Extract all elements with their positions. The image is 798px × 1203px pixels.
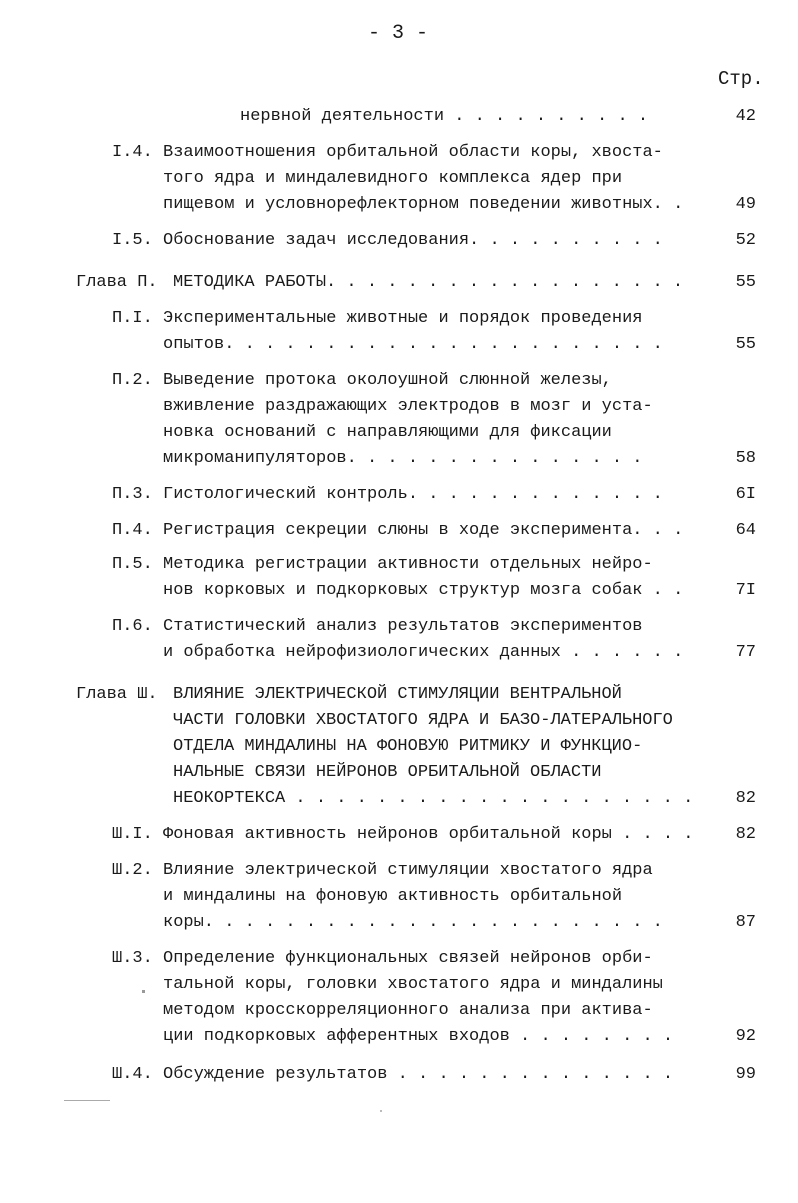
toc-entry-number: П.5. [112, 555, 153, 574]
toc-entry-text: Регистрация секреции слюны в ходе эксперимента. . . [163, 521, 684, 540]
scan-speck [380, 1110, 382, 1112]
toc-entry [0, 306, 798, 332]
toc-entry-text: и миндалины на фоновую активность орбитальной [163, 887, 623, 906]
toc-entry [0, 518, 798, 544]
toc-entry-text: Статистический анализ результатов экспериментов [163, 617, 643, 636]
toc-entry-text: Взаимоотношения орбитальной области коры, хвоста- [163, 143, 663, 162]
toc-entry-text: опытов. . . . . . . . . . . . . . . . . . . . . . [163, 335, 663, 354]
toc-entry [0, 614, 798, 640]
toc-entry-continuation [0, 640, 798, 666]
toc-entry-page: 82 [735, 789, 756, 808]
toc-entry-continuation [0, 1024, 798, 1050]
toc-chapter-continuation [0, 760, 798, 786]
toc-entry-continuation [0, 446, 798, 472]
toc-entry-number: П.6. [112, 617, 153, 636]
toc-entry-text: Гистологический контроль. . . . . . . . . . . . . [163, 485, 663, 504]
toc-entry-text: пищевом и условнорефлекторном поведении животных. . [163, 195, 684, 214]
toc-entry-page: 58 [735, 449, 756, 468]
toc-entry-page: 42 [735, 107, 756, 126]
toc-entry-page: 92 [735, 1027, 756, 1046]
toc-chapter-title: МЕТОДИКА РАБОТЫ. . . . . . . . . . . . . . . . . . [173, 273, 684, 292]
toc-entry-text: вживление раздражающих электродов в мозг и уста- [163, 397, 653, 416]
toc-entry-text: ции подкорковых афферентных входов . . . . . . . . [163, 1027, 674, 1046]
toc-entry-text: новка оснований с направляющими для фиксации [163, 423, 612, 442]
toc-entry-number: Ш.I. [112, 825, 153, 844]
toc-chapter [0, 682, 798, 708]
toc-chapter-number: Глава П. [76, 273, 158, 292]
toc-entry-continuation [0, 972, 798, 998]
toc-entry-page: 64 [735, 521, 756, 540]
toc-entry-number: П.2. [112, 371, 153, 390]
toc-entry-number: I.4. [112, 143, 153, 162]
toc-chapter-number: Глава Ш. [76, 685, 158, 704]
toc-entry-text: Определение функциональных связей нейронов орби- [163, 949, 653, 968]
toc-entry-continuation [0, 192, 798, 218]
toc-entry-number: I.5. [112, 231, 153, 250]
toc-entry [0, 858, 798, 884]
toc-entry-continuation [0, 884, 798, 910]
toc-chapter-title: НАЛЬНЫЕ СВЯЗИ НЕЙРОНОВ ОРБИТАЛЬНОЙ ОБЛАСТИ [173, 763, 602, 782]
toc-entry-continuation [0, 332, 798, 358]
toc-entry-page: 82 [735, 825, 756, 844]
toc-entry-page: 99 [735, 1065, 756, 1084]
toc-entry-text: Выведение протока околоушной слюнной железы, [163, 371, 612, 390]
page-number: - 3 - [368, 22, 429, 45]
toc-entry-number: П.I. [112, 309, 153, 328]
toc-entry-continuation [0, 394, 798, 420]
toc-entry-page: 49 [735, 195, 756, 214]
toc-entry [0, 552, 798, 578]
toc-entry-page: 77 [735, 643, 756, 662]
column-header-page: Стр. [718, 68, 764, 90]
toc-entry-text: Влияние электрической стимуляции хвостатого ядра [163, 861, 653, 880]
toc-entry-text: нервной деятельности . . . . . . . . . . [240, 107, 649, 126]
toc-entry-page: 6I [735, 485, 756, 504]
toc-entry-text: Обсуждение результатов . . . . . . . . . . . . . . [163, 1065, 674, 1084]
toc-entry [0, 368, 798, 394]
toc-entry-page: 55 [735, 335, 756, 354]
toc-chapter-title: ВЛИЯНИЕ ЭЛЕКТРИЧЕСКОЙ СТИМУЛЯЦИИ ВЕНТРАЛЬНОЙ [173, 685, 622, 704]
scan-speck [142, 990, 145, 993]
toc-entry [0, 140, 798, 166]
toc-entry [0, 228, 798, 254]
toc-entry-text: того ядра и миндалевидного комплекса ядер при [163, 169, 623, 188]
toc-chapter-continuation [0, 786, 798, 812]
toc-entry-number: Ш.3. [112, 949, 153, 968]
toc-entry-text: Обоснование задач исследования. . . . . . . . . . [163, 231, 663, 250]
toc-entry [0, 1062, 798, 1088]
toc-entry-page: 87 [735, 913, 756, 932]
toc-entry-text: Фоновая активность нейронов орбитальной коры . . . . [163, 825, 694, 844]
toc-entry [0, 482, 798, 508]
toc-chapter [0, 270, 798, 296]
toc-entry-continuation [0, 166, 798, 192]
toc-chapter-title: НЕОКОРТЕКСА . . . . . . . . . . . . . . . . . . . . [173, 789, 694, 808]
toc-entry-number: Ш.2. [112, 861, 153, 880]
toc-entry-text: микроманипуляторов. . . . . . . . . . . . . . . [163, 449, 643, 468]
toc-chapter-title: ОТДЕЛА МИНДАЛИНЫ НА ФОНОВУЮ РИТМИКУ И ФУНКЦИО- [173, 737, 643, 756]
toc-entry-text: нов корковых и подкорковых структур мозга собак . . [163, 581, 684, 600]
toc-entry-continuation [0, 998, 798, 1024]
toc-entry-number: П.3. [112, 485, 153, 504]
scan-speck [64, 1100, 110, 1101]
toc-entry-text: методом кросскорреляционного анализа при актива- [163, 1001, 653, 1020]
toc-chapter-continuation [0, 708, 798, 734]
toc-entry [0, 822, 798, 848]
toc-chapter-continuation [0, 734, 798, 760]
toc-entry-text: и обработка нейрофизиологических данных . . . . . . [163, 643, 684, 662]
toc-entry [0, 946, 798, 972]
toc-chapter-title: ЧАСТИ ГОЛОВКИ ХВОСТАТОГО ЯДРА И БАЗО-ЛАТЕРАЛЬНОГО [173, 711, 673, 730]
toc-entry-text: тальной коры, головки хвостатого ядра и миндалины [163, 975, 663, 994]
toc-entry-continuation [0, 910, 798, 936]
toc-entry [0, 104, 798, 130]
toc-entry-page: 7I [735, 581, 756, 600]
toc-entry-number: Ш.4. [112, 1065, 153, 1084]
toc-entry-text: коры. . . . . . . . . . . . . . . . . . . . . . . [163, 913, 663, 932]
toc-entry-continuation [0, 578, 798, 604]
toc-entry-text: Экспериментальные животные и порядок проведения [163, 309, 643, 328]
toc-entry-continuation [0, 420, 798, 446]
toc-entry-text: Методика регистрации активности отдельных нейро- [163, 555, 653, 574]
toc-entry-page: 52 [735, 231, 756, 250]
toc-entry-page: 55 [735, 273, 756, 292]
toc-entry-number: П.4. [112, 521, 153, 540]
